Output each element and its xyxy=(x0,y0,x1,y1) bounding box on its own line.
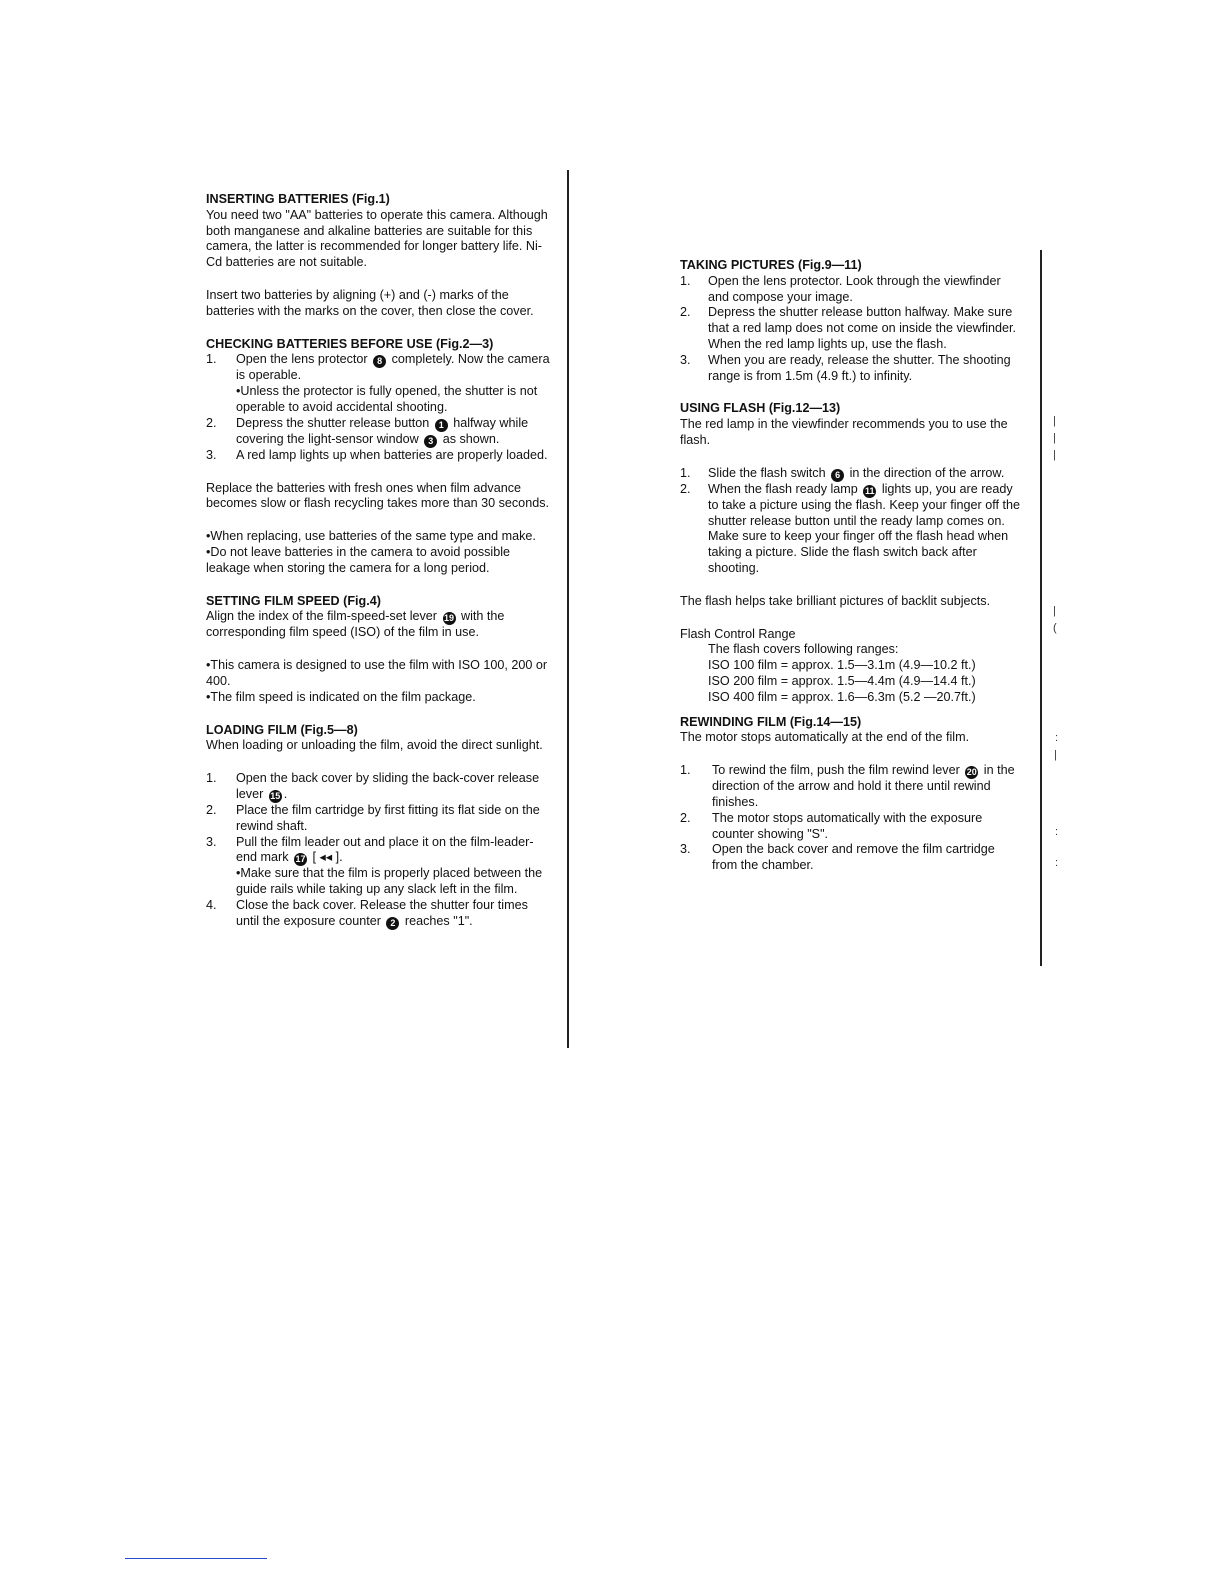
part-number-marker: 2 xyxy=(386,917,399,930)
item-text: in the direction of the arrow and hold it there until rewind finishes. xyxy=(712,763,1015,809)
part-number-marker: 15 xyxy=(270,790,281,801)
list-item xyxy=(206,352,551,415)
list-item xyxy=(206,835,551,898)
paragraph: The red lamp in the viewfinder recommends you to use the flash. xyxy=(680,417,1008,447)
item-text: Open the back cover by sliding the back-cover release lever xyxy=(236,771,540,801)
left-column-divider xyxy=(567,170,569,1048)
item-number: 2. xyxy=(206,802,217,817)
margin-mark: : xyxy=(1055,732,1059,744)
section-title-loading-film: LOADING FILM (Fig.5—8) xyxy=(206,722,358,737)
item-number: 2. xyxy=(680,481,691,496)
list-item xyxy=(680,305,1020,352)
item-number: 1. xyxy=(680,273,691,288)
item-number: 2. xyxy=(680,305,691,320)
list-item xyxy=(680,274,1020,306)
part-number-marker: 8 xyxy=(373,355,386,368)
left-column xyxy=(206,192,551,930)
item-text: in the direction of the arrow. xyxy=(849,465,1005,480)
item-number: 1. xyxy=(206,352,217,367)
note: •This camera is designed to use the film with ISO 100, 200 or 400. xyxy=(206,658,548,688)
part-number-marker: 11 xyxy=(865,485,875,496)
subheading-flash-control-range: Flash Control Range xyxy=(680,626,796,641)
note: •Do not leave batteries in the camera to avoid possible leakage when storing the camera for a long period. xyxy=(206,544,511,575)
paragraph: Replace the batteries with fresh ones when film advance becomes slow or flash recycling takes more than 30 seconds. xyxy=(206,480,549,511)
item-number: 2. xyxy=(206,415,217,430)
paragraph-text: with the corresponding film speed (ISO) of the film in use. xyxy=(206,609,505,640)
item-text: Slide the flash switch xyxy=(708,465,826,480)
range-row: ISO 400 film = approx. 1.6—6.3m (5.2 —20.7ft.) xyxy=(708,689,976,704)
item-number: 3. xyxy=(680,352,691,367)
item-text: Close the back cover. Release the shutter four times until the exposure counter xyxy=(236,897,528,928)
right-column-divider xyxy=(1040,250,1042,966)
right-column xyxy=(680,258,1020,874)
margin-mark: : xyxy=(1055,826,1059,838)
part-number-marker: 19 xyxy=(444,613,455,624)
list-item xyxy=(206,898,551,930)
paragraph: Insert two batteries by aligning (+) and (-) marks of the batteries with the marks on the cover, then close the cover. xyxy=(206,287,534,318)
item-number: 3. xyxy=(206,447,217,462)
section-title-setting-film-speed: SETTING FILM SPEED (Fig.4) xyxy=(206,593,381,608)
item-text: Place the film cartridge by first fitting its flat side on the rewind shaft. xyxy=(236,802,540,833)
item-text: Pull the film leader out and place it on the film-leader-end mark xyxy=(236,834,534,865)
item-text: Open the back cover and remove the film cartridge from the chamber. xyxy=(712,842,995,873)
section-title-taking-pictures: TAKING PICTURES (Fig.9—11) xyxy=(680,258,862,272)
paragraph xyxy=(206,609,551,641)
paragraph: The motor stops automatically at the end of the film. xyxy=(680,730,970,745)
item-text: as shown. xyxy=(442,431,500,446)
paragraph: The flash helps take brilliant pictures of backlit subjects. xyxy=(680,593,991,608)
section-title-rewinding-film: REWINDING FILM (Fig.14—15) xyxy=(680,714,862,729)
margin-mark: | xyxy=(1054,749,1057,761)
paragraph: When loading or unloading the film, avoid the direct sunlight. xyxy=(206,738,543,753)
item-number: 1. xyxy=(206,771,217,786)
item-number: 2. xyxy=(680,810,691,825)
list-item xyxy=(206,771,551,803)
margin-mark: | xyxy=(1053,432,1056,444)
item-number: 3. xyxy=(206,834,217,849)
list-item xyxy=(206,448,551,464)
paragraph: You need two "AA" batteries to operate this camera. Although both manganese and alkaline batteries are suitable for this camera, the latter is recommended for longer battery life. Ni-Cd batteries are not suitable. xyxy=(206,207,548,270)
margin-mark: : xyxy=(1055,857,1059,869)
part-number-marker: 17 xyxy=(295,854,306,865)
item-number: 1. xyxy=(680,465,691,480)
part-number-marker: 6 xyxy=(831,469,844,482)
item-text: To rewind the film, push the film rewind lever xyxy=(712,763,960,778)
list-item xyxy=(680,482,1020,577)
item-number: 4. xyxy=(206,897,217,912)
item-text: lights up, you are ready to take a picture using the flash. Keep your finger off the shutter release button until the ready lamp comes on. Make sure to keep your finger off the flash head when taking a picture. Slide the flash switch back after shooting. xyxy=(708,481,1021,575)
item-text: Depress the shutter release button xyxy=(236,415,430,430)
section-title-inserting-batteries: INSERTING BATTERIES (Fig.1) xyxy=(206,192,390,206)
item-text: [ ◂◂ ]. xyxy=(312,850,343,865)
list-item xyxy=(206,416,551,448)
note: •When replacing, use batteries of the same type and make. xyxy=(206,529,536,544)
section-title-checking-batteries: CHECKING BATTERIES BEFORE USE (Fig.2—3) xyxy=(206,336,494,351)
part-number-marker: 1 xyxy=(435,419,448,432)
item-text: When you are ready, release the shutter. The shooting range is from 1.5m (4.9 ft.) to infinity. xyxy=(708,352,1011,383)
paragraph-text: Align the index of the film-speed-set lever xyxy=(206,609,438,624)
list-item xyxy=(680,763,1020,811)
item-text: The motor stops automatically with the exposure counter showing "S". xyxy=(712,810,983,841)
item-text: completely. Now the camera is operable. xyxy=(236,352,550,383)
margin-mark: | xyxy=(1053,449,1056,461)
item-text: When the flash ready lamp xyxy=(708,481,858,496)
list-item xyxy=(680,353,1020,385)
list-item xyxy=(680,466,1020,482)
item-text: Depress the shutter release button halfway. Make sure that a red lamp does not come on inside the viewfinder. When the red lamp lights up, use the flash. xyxy=(708,305,1017,351)
item-text: halfway while covering the light-sensor window xyxy=(236,415,529,446)
range-row: ISO 200 film = approx. 1.5—4.4m (4.9—14.4 ft.) xyxy=(708,673,976,688)
item-text: reaches "1". xyxy=(404,913,473,928)
item-note: •Unless the protector is fully opened, the shutter is not operable to avoid accidental shooting. xyxy=(236,384,538,414)
item-number: 3. xyxy=(680,842,691,857)
part-number-marker: 3 xyxy=(424,435,437,448)
list-item xyxy=(680,842,1020,874)
list-item xyxy=(680,811,1020,843)
margin-mark: | xyxy=(1053,415,1056,427)
part-number-marker: 20 xyxy=(966,767,977,778)
margin-mark: | xyxy=(1053,605,1056,617)
range-row: ISO 100 film = approx. 1.5—3.1m (4.9—10.2 ft.) xyxy=(708,658,976,673)
bottom-underline xyxy=(125,1558,267,1559)
margin-mark: ( xyxy=(1053,622,1057,634)
section-title-using-flash: USING FLASH (Fig.12—13) xyxy=(680,401,841,416)
item-text: A red lamp lights up when batteries are properly loaded. xyxy=(236,447,548,462)
item-number: 1. xyxy=(680,763,691,778)
paragraph: The flash covers following ranges: xyxy=(708,642,899,657)
item-text: Open the lens protector. Look through the viewfinder and compose your image. xyxy=(708,273,1001,304)
note: •The film speed is indicated on the film package. xyxy=(206,689,476,704)
list-item xyxy=(206,803,551,835)
item-note: •Make sure that the film is properly placed between the guide rails while taking up any slack left in the film. xyxy=(236,866,543,897)
item-text: . xyxy=(283,786,288,801)
item-text: Open the lens protector xyxy=(236,352,368,367)
